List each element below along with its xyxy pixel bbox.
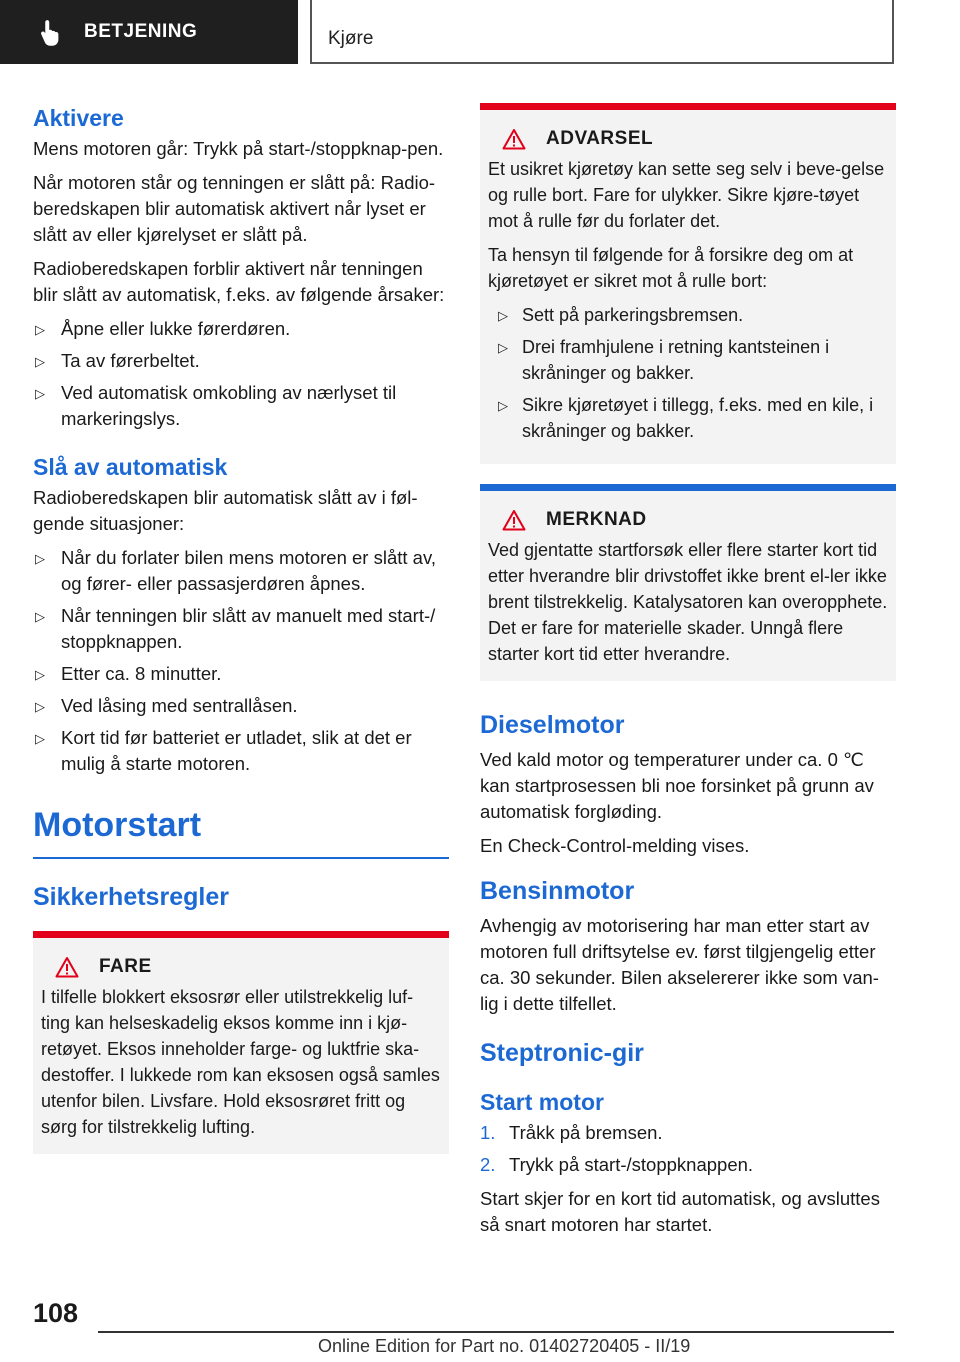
chapter-title: Kjøre <box>328 28 374 49</box>
step-number: 1. <box>480 1122 496 1143</box>
triangle-bullet-icon: ▷ <box>35 551 45 566</box>
notice-label: MERKNAD <box>546 509 647 530</box>
triangle-bullet-icon: ▷ <box>35 731 45 746</box>
warning-triangle-icon <box>55 956 79 978</box>
warning-text: Ta hensyn til følgende for å forsikre deg om at kjøretøyet er sikret mot å rulle bort: <box>488 245 854 291</box>
numbered-list <box>480 1120 896 1178</box>
paragraph: Når motoren står og tenningen er slått på: Radio-beredskapen blir automatisk aktivert når lyset er slått av eller kjørelyset er slått på. <box>33 172 436 245</box>
triangle-bullet-icon: ▷ <box>498 340 508 355</box>
danger-text: I tilfelle blokkert eksosrør eller utilstrekkelig luf-ting kan helseskadelig eksos komme inn i kjø-retøyet. Eksos inneholder farge- og luktfrie ska-destoffer. I lukkede rom kan eksosen også samles utenfor bilen. Livsfare. Hold eksosrøret fritt og sørg for tilstrekkelig lufting. <box>41 987 440 1137</box>
heading-motorstart: Motorstart <box>33 803 449 859</box>
warning-box <box>480 103 896 464</box>
warning-triangle-icon <box>502 509 526 531</box>
warning-label: ADVARSEL <box>546 128 654 149</box>
list-item: 1. Tråkk på bremsen. <box>480 1120 896 1146</box>
paragraph: Start skjer for en kort tid automatisk, og avsluttes så snart motoren har startet. <box>480 1188 880 1235</box>
bullet-list <box>33 316 449 432</box>
list-item: ▷ Sett på parkeringsbremsen. <box>488 302 888 328</box>
page-number: 108 <box>33 1298 79 1328</box>
hand-pointer-icon <box>36 17 66 47</box>
bullet-list <box>488 302 888 444</box>
paragraph: Mens motoren går: Trykk på start-/stoppknap-pen. <box>33 138 444 159</box>
notice-text: Ved gjentatte startforsøk eller flere starter kort tid etter hverandre blir drivstoffet ikke brent el-ler ikke brent tilstrekkelig. Katalysatoren kan overopphete. Det er fare for materielle skader. Unngå flere starter kort tid etter hverandre. <box>488 540 888 664</box>
danger-label: FARE <box>99 956 152 977</box>
triangle-bullet-icon: ▷ <box>35 699 45 714</box>
list-item: ▷ Ta av førerbeltet. <box>33 348 449 374</box>
list-item: ▷ Sikre kjøretøyet i tillegg, f.eks. med en kile, i skråninger og bakker. <box>498 395 874 441</box>
chapter-header <box>310 0 894 64</box>
triangle-bullet-icon: ▷ <box>35 667 45 682</box>
section-tab <box>0 0 298 64</box>
heading-steptronic: Steptronic-gir <box>480 1039 644 1067</box>
notice-box <box>480 484 896 681</box>
edition-note: Online Edition for Part no. 01402720405 - II/19 <box>318 1336 691 1356</box>
heading-start-motor: Start motor <box>480 1089 604 1115</box>
paragraph: Ved kald motor og temperaturer under ca. 0 ℃ kan startprosessen bli noe forsinket på grunn av automatisk forgløding. <box>480 749 874 822</box>
step-number: 2. <box>480 1154 496 1175</box>
warning-triangle-icon <box>502 128 526 150</box>
triangle-bullet-icon: ▷ <box>498 398 508 413</box>
footer-divider <box>98 1331 894 1333</box>
list-item: ▷ Etter ca. 8 minutter. <box>33 661 449 687</box>
triangle-bullet-icon: ▷ <box>498 308 508 323</box>
triangle-bullet-icon: ▷ <box>35 386 45 401</box>
left-column <box>33 103 449 1174</box>
triangle-bullet-icon: ▷ <box>35 354 45 369</box>
list-item: ▷ Når tenningen blir slått av manuelt med start-/ stoppknappen. <box>35 605 436 652</box>
list-item: ▷ Åpne eller lukke førerdøren. <box>33 316 449 342</box>
section-label: BETJENING <box>84 21 198 42</box>
triangle-bullet-icon: ▷ <box>35 322 45 337</box>
triangle-bullet-icon: ▷ <box>35 609 45 624</box>
list-item: 2. Trykk på start-/stoppknappen. <box>480 1152 896 1178</box>
heading-bensinmotor: Bensinmotor <box>480 877 635 905</box>
heading-slaa-av: Slå av automatisk <box>33 454 228 480</box>
paragraph: En Check-Control-melding vises. <box>480 835 750 856</box>
right-column <box>480 103 896 1246</box>
list-item: ▷ Kort tid før batteriet er utladet, slik at det er mulig å starte motoren. <box>35 727 412 774</box>
paragraph: Avhengig av motorisering har man etter start av motoren full driftsytelse ev. først tilgjengelig etter ca. 30 sekunder. Bilen akselererer ikke som van-lig i dette tilfellet. <box>480 915 879 1014</box>
heading-aktivere: Aktivere <box>33 105 124 131</box>
list-item: ▷ Når du forlater bilen mens motoren er slått av, og fører- eller passasjerdøren åpnes. <box>35 547 436 594</box>
paragraph: Radioberedskapen blir automatisk slått av i føl-gende situasjoner: <box>33 487 418 534</box>
list-item: ▷ Ved låsing med sentrallåsen. <box>33 693 449 719</box>
list-item: ▷ Drei framhjulene i retning kantsteinen i skråninger og bakker. <box>498 337 830 383</box>
heading-sikkerhetsregler: Sikkerhetsregler <box>33 883 229 911</box>
danger-box <box>33 931 449 1154</box>
warning-text: Et usikret kjøretøy kan sette seg selv i beve-gelse og rulle bort. Fare for ulykker. Sikre kjøre-tøyet mot å rulle før du forlater det. <box>488 159 885 231</box>
bullet-list <box>33 545 449 777</box>
paragraph: Radioberedskapen forblir aktivert når tenningen blir slått av automatisk, f.eks. av følgende årsaker: <box>33 258 445 305</box>
heading-dieselmotor: Dieselmotor <box>480 711 625 739</box>
list-item: ▷ Ved automatisk omkobling av nærlyset til markeringslys. <box>35 382 397 429</box>
